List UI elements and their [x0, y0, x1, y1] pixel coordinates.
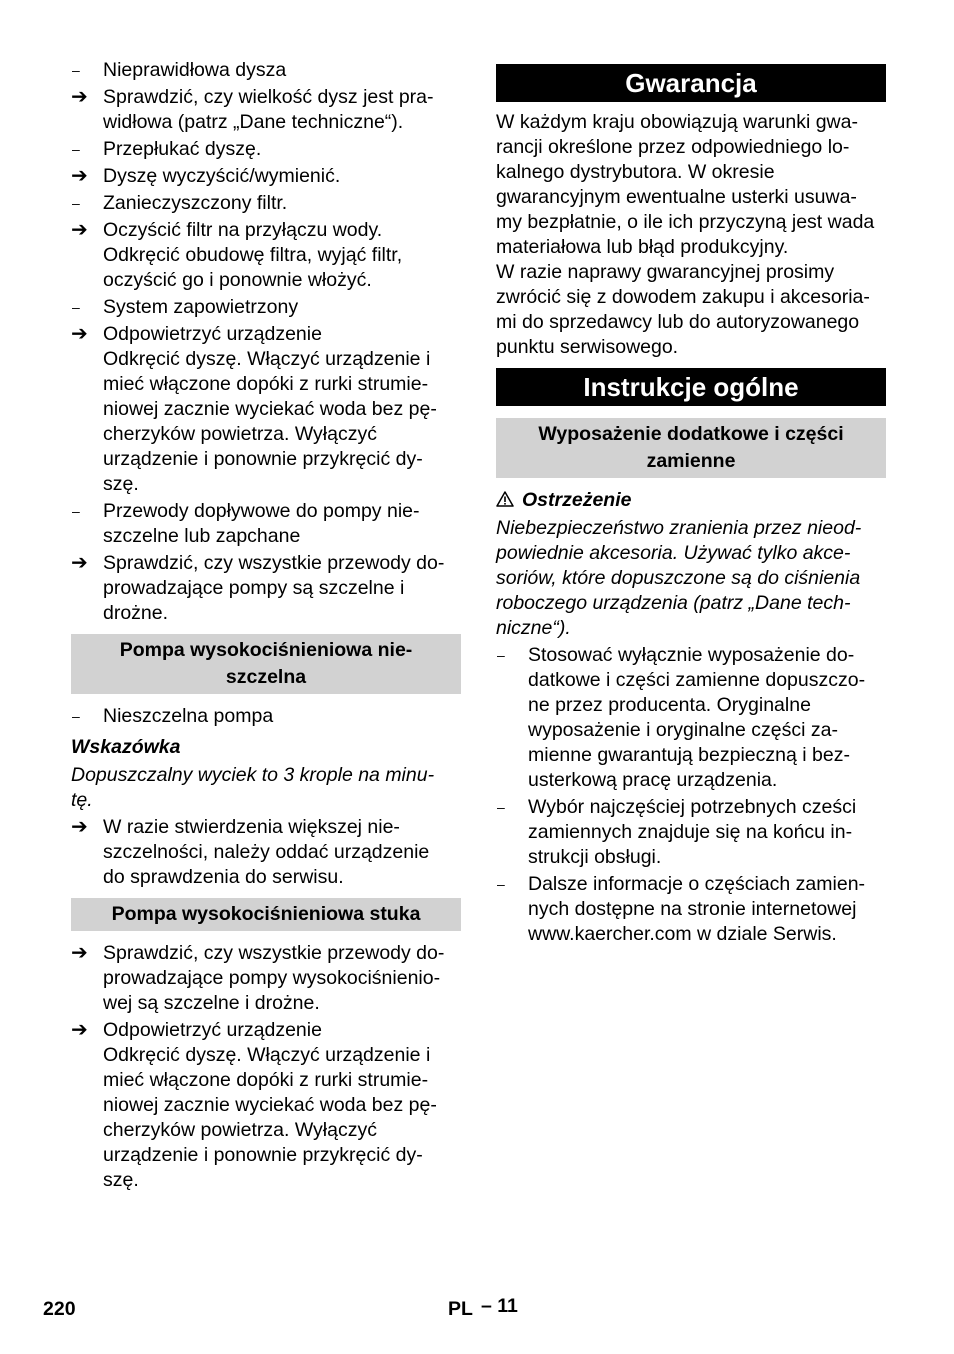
list-item — [71, 295, 461, 320]
section-heading-pump-leak: Pompa wysokociśnieniowa nie- szczelna — [71, 634, 461, 694]
item-text: Przewody dopływowe do pompy nie- szczelne lub zapchane — [103, 500, 420, 547]
item-text: Sprawdzić, czy wszystkie przewody do- prowadzające pompy wysokociśnienio- wej są szczelne i drożne. — [103, 942, 445, 1014]
warning-text: Niebezpieczeństwo zranienia przez nieod- powiednie akcesoria. Używać tylko akce- soriów, które dopuszczone są do ciśnienia roboczego urządzenia (patrz „Dane tech- niczne“). — [496, 517, 862, 639]
dash-marker: – — [72, 62, 80, 78]
arrow-right-icon: ➔ — [71, 219, 88, 241]
list-item — [496, 795, 886, 870]
list-item — [71, 137, 461, 162]
note-title: Wskazówka — [71, 736, 181, 758]
item-text: Oczyścić filtr na przyłączu wody. Odkręcić obudowę filtra, wyjąć filtr, oczyścić go i ponownie włożyć. — [103, 219, 403, 291]
warning-triangle-icon — [496, 491, 514, 507]
item-text: Stosować wyłącznie wyposażenie do- datkowe i części zamienne dopuszczo- ne przez producenta. Oryginalne wyposażenie i oryginalne części za- mienne gwarantują bezpieczną i bez- usterkową pracę urządzenia. — [528, 644, 866, 791]
dash-marker: – — [497, 799, 505, 815]
item-continuation: Odkręcić dyszę. Włączyć urządzenie i mieć włączone dopóki z rurki strumie- niowej zacznie wyciekać woda bez pę- cherzyków powietrza. Wyłączyć urządzenie i ponownie przykręcić dy- szę. — [103, 1044, 437, 1191]
dash-marker: – — [72, 503, 80, 519]
list-item — [71, 218, 461, 293]
list-item — [71, 815, 461, 890]
list-item — [496, 643, 886, 793]
arrow-right-icon: ➔ — [71, 86, 88, 108]
list-item — [71, 322, 461, 347]
item-continuation: Odkręcić dyszę. Włączyć urządzenie i mieć włączone dopóki z rurki strumie- niowej zacznie wyciekać woda bez pę- cherzyków powietrza. Wyłączyć urządzenie i ponownie przykręcić dy- szę. — [103, 348, 437, 495]
page-number: 220 — [43, 1298, 76, 1320]
dash-marker: – — [497, 647, 505, 663]
list-item — [71, 499, 461, 549]
item-text: Nieszczelna pompa — [103, 705, 274, 727]
list-item — [71, 191, 461, 216]
note-text: Dopuszczalny wyciek to 3 krople na minu- tę. — [71, 764, 435, 811]
language-code: PL — [448, 1298, 473, 1320]
item-text: Odpowietrzyć urządzenie — [103, 1019, 322, 1041]
list-item — [71, 58, 461, 83]
item-text: Odpowietrzyć urządzenie — [103, 323, 322, 345]
arrow-right-icon: ➔ — [71, 323, 88, 345]
item-text: System zapowietrzony — [103, 296, 299, 318]
list-item — [71, 551, 461, 626]
item-text: Dalsze informacje o częściach zamien- nych dostępne na stronie internetowej www.kaercher.com w dziale Serwis. — [528, 873, 866, 945]
section-heading-accessories: Wyposażenie dodatkowe i części zamienne — [496, 418, 886, 478]
list-item — [71, 704, 461, 729]
arrow-right-icon: ➔ — [71, 1019, 88, 1041]
dash-marker: – — [72, 708, 80, 724]
item-text: Sprawdzić, czy wszystkie przewody do- prowadzające pompy są szczelne i drożne. — [103, 552, 445, 624]
arrow-right-icon: ➔ — [71, 816, 88, 838]
arrow-right-icon: ➔ — [71, 942, 88, 964]
item-text: Sprawdzić, czy wielkość dysz jest pra- widłowa (patrz „Dane techniczne“). — [103, 86, 434, 133]
arrow-right-icon: ➔ — [71, 552, 88, 574]
warning-title: Ostrzeżenie — [496, 488, 886, 513]
item-text: Nieprawidłowa dysza — [103, 59, 287, 81]
dash-marker: – — [72, 195, 80, 211]
list-item — [71, 1018, 461, 1043]
dash-marker: – — [72, 141, 80, 157]
dash-marker: – — [497, 876, 505, 892]
item-text: W razie stwierdzenia większej nie- szczelności, należy oddać urządzenie do sprawdzenia do serwisu. — [103, 816, 430, 888]
arrow-right-icon: ➔ — [71, 165, 88, 187]
left-column — [71, 58, 461, 1195]
section-heading-pump-knock: Pompa wysokociśnieniowa stuka — [71, 898, 461, 931]
item-text: Przepłukać dyszę. — [103, 138, 262, 160]
sub-page-number: – 11 — [481, 1295, 518, 1317]
list-item — [71, 85, 461, 135]
warranty-paragraph: W każdym kraju obowiązują warunki gwa- rancji określone przez odpowiedniego lo- kalnego dystrybutora. W okresie gwarancyjnym ewentualne usterki usuwa- my bezpłatnie, o ile ich przyczyną jest wada materiałowa lub błąd produkcyjny. — [496, 111, 875, 258]
section-heading-warranty: Gwarancja — [496, 64, 886, 102]
section-heading-general-instructions: Instrukcje ogólne — [496, 368, 886, 406]
list-item — [71, 164, 461, 189]
list-item — [71, 941, 461, 1016]
right-column — [496, 58, 886, 949]
item-text: Zanieczyszczony filtr. — [103, 192, 288, 214]
dash-marker: – — [72, 299, 80, 315]
item-text: Dyszę wyczyścić/wymienić. — [103, 165, 341, 187]
warranty-paragraph: W razie naprawy gwarancyjnej prosimy zwrócić się z dowodem zakupu i akcesoria- mi do sprzedawcy lub do autoryzowanego punktu serwisowego. — [496, 261, 870, 358]
list-item — [496, 872, 886, 947]
item-text: Wybór najczęściej potrzebnych cześci zamiennych znajduje się na końcu in- strukcji obsługi. — [528, 796, 857, 868]
